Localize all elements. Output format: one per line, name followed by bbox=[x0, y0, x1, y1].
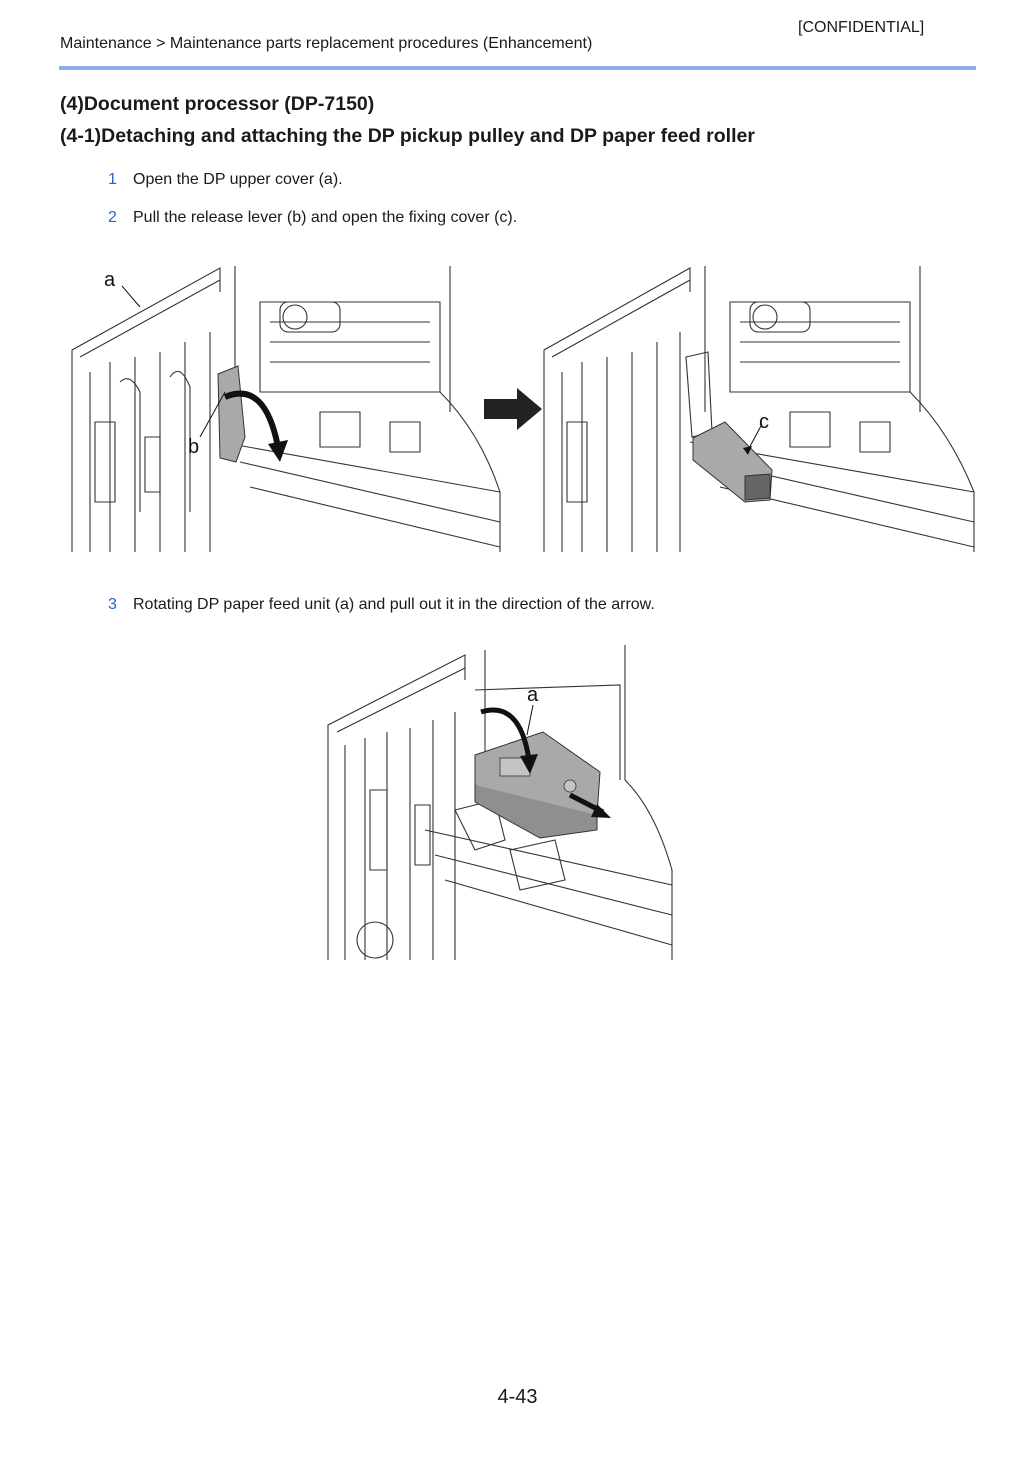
step-2-number: 2 bbox=[108, 209, 117, 226]
step-1-text: Open the DP upper cover (a). bbox=[133, 171, 343, 188]
transition-arrow-icon bbox=[484, 388, 544, 430]
step-1 bbox=[108, 171, 343, 189]
step-3 bbox=[108, 596, 655, 614]
page-number: 4-43 bbox=[497, 1386, 538, 1408]
step-3-number: 3 bbox=[108, 596, 117, 613]
figure-2-illustration bbox=[540, 262, 980, 556]
figure-1-illustration bbox=[60, 262, 510, 556]
step-3-text: Rotating DP paper feed unit (a) and pull out it in the direction of the arrow. bbox=[133, 596, 655, 613]
figure-3-illustration bbox=[325, 640, 675, 962]
step-1-number: 1 bbox=[108, 171, 117, 188]
confidential-label: [CONFIDENTIAL] bbox=[798, 19, 925, 36]
callout-c-fig2: c bbox=[759, 411, 769, 433]
callout-a-fig3: a bbox=[527, 684, 539, 706]
callout-b-fig1: b bbox=[188, 436, 200, 458]
callout-a-fig1: a bbox=[104, 269, 116, 291]
section-heading: (4)Document processor (DP-7150) bbox=[60, 93, 375, 115]
subsection-heading: (4-1)Detaching and attaching the DP pickup pulley and DP paper feed roller bbox=[60, 125, 755, 147]
step-2 bbox=[108, 209, 517, 227]
step-2-text: Pull the release lever (b) and open the fixing cover (c). bbox=[133, 209, 518, 226]
breadcrumb: Maintenance > Maintenance parts replacement procedures (Enhancement) bbox=[60, 35, 593, 52]
header-rule bbox=[59, 66, 976, 70]
